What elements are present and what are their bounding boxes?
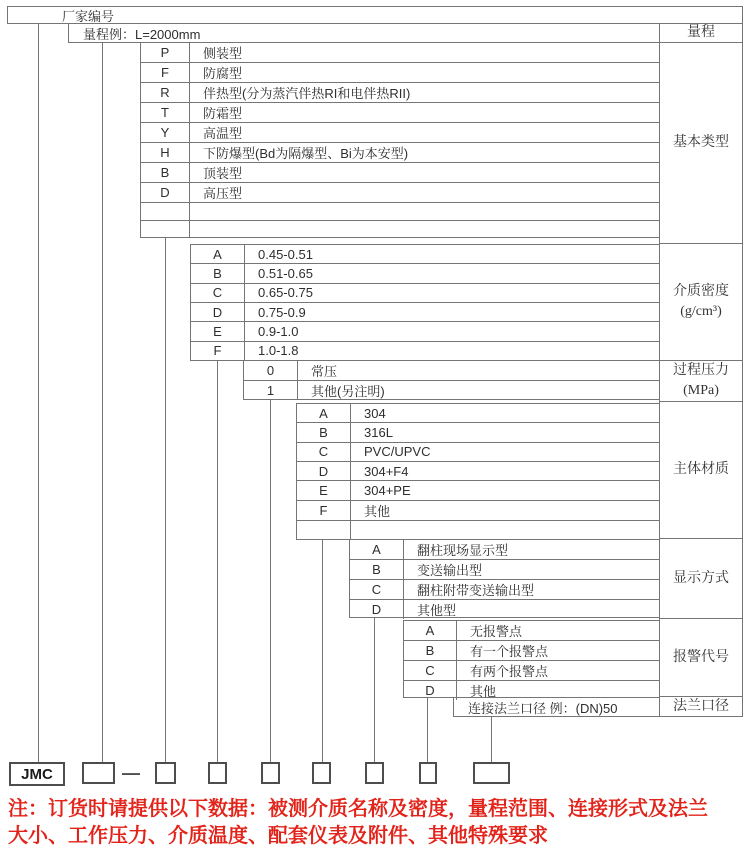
code-cell	[297, 521, 351, 539]
code-cell	[141, 203, 190, 220]
model-prefix-text: JMC	[21, 765, 53, 783]
code-cell: B	[404, 641, 457, 660]
code-box-alarm	[419, 762, 437, 784]
code-cell: A	[350, 540, 404, 559]
desc-cell: 翻柱附带变送输出型	[417, 583, 535, 598]
code-cell: R	[141, 83, 190, 102]
table-row-empty	[141, 221, 659, 238]
code-cell: F	[297, 501, 351, 520]
block-process-pressure	[243, 361, 659, 400]
code-cell: D	[141, 183, 190, 202]
table-row	[141, 63, 659, 83]
desc-cell: 伴热型(分为蒸汽伴热RI和电伴热RII)	[203, 86, 411, 101]
flange-size-row	[453, 698, 659, 717]
desc-cell: 无报警点	[470, 624, 523, 639]
table-row	[191, 284, 659, 303]
connector-line-flange	[491, 717, 492, 762]
desc-cell: 高压型	[203, 186, 243, 201]
table-row	[404, 641, 659, 661]
code-cell: F	[191, 342, 245, 360]
code-box-display	[365, 762, 384, 784]
block-display-mode	[349, 540, 659, 618]
desc-cell: 翻柱现场显示型	[417, 543, 509, 558]
category-label-medium-density: 介质密度 (g/cm³)	[660, 244, 742, 361]
connector-line-display	[374, 618, 375, 762]
desc-cell: 其他型	[417, 603, 457, 618]
desc-cell: 304	[364, 405, 386, 421]
category-label-display-mode: 显示方式	[660, 539, 742, 619]
category-label-process-pressure: 过程压力 (MPa)	[660, 361, 742, 403]
code-cell: C	[191, 284, 245, 302]
desc-cell: 高温型	[203, 126, 243, 141]
desc-cell: 有一个报警点	[470, 644, 549, 659]
block-alarm-code	[403, 620, 659, 698]
table-row	[244, 381, 659, 400]
code-box-pressure	[261, 762, 280, 784]
table-row	[404, 621, 659, 641]
code-box-material	[312, 762, 331, 784]
code-cell: C	[297, 443, 351, 461]
table-row	[350, 580, 659, 600]
desc-cell: 其他	[364, 503, 391, 519]
code-cell: D	[350, 600, 404, 619]
code-cell: D	[191, 303, 245, 321]
category-label-basic-type: 基本类型	[660, 43, 742, 244]
code-cell: C	[350, 580, 404, 599]
manufacturer-label: 厂家编号	[62, 8, 115, 24]
code-cell: P	[141, 43, 190, 62]
model-prefix-box	[9, 762, 65, 786]
table-row	[141, 163, 659, 183]
desc-cell: 0.45-0.51	[258, 246, 313, 262]
desc-cell: 防腐型	[203, 66, 243, 81]
desc-cell: 304+PE	[364, 482, 411, 498]
desc-cell	[190, 221, 659, 238]
range-example-text: 量程例：L=2000mm	[83, 26, 201, 42]
code-cell: A	[297, 404, 351, 422]
code-cell	[141, 221, 190, 238]
table-row	[141, 183, 659, 203]
category-label-alarm-code: 报警代号	[660, 619, 742, 697]
code-cell: T	[141, 103, 190, 122]
code-cell: B	[141, 163, 190, 182]
desc-cell: 防霜型	[203, 106, 243, 121]
table-row	[297, 481, 659, 500]
dash-separator: —	[122, 762, 140, 783]
table-row	[191, 322, 659, 341]
connector-line-alarm	[427, 698, 428, 762]
category-label-body-material: 主体材质	[660, 402, 742, 539]
desc-cell: 变送输出型	[417, 563, 483, 578]
desc-cell: 下防爆型(Bd为隔爆型、Bi为本安型)	[203, 146, 409, 161]
desc-cell: 1.0-1.8	[258, 343, 299, 359]
connector-line-basic-type	[165, 238, 166, 762]
desc-cell: 常压	[311, 364, 338, 379]
code-cell: H	[141, 143, 190, 162]
table-row	[141, 83, 659, 103]
code-box-flange	[473, 762, 510, 784]
code-cell: B	[191, 264, 245, 282]
code-cell: C	[404, 661, 457, 680]
desc-cell: 顶装型	[203, 166, 243, 181]
range-row	[68, 24, 659, 43]
code-cell: D	[297, 462, 351, 480]
code-cell: 1	[244, 381, 298, 400]
connector-line-material	[322, 540, 323, 762]
code-cell: A	[404, 621, 457, 640]
table-row	[141, 103, 659, 123]
code-cell: E	[297, 481, 351, 499]
connector-line-pressure	[270, 400, 271, 762]
desc-cell: 0.9-1.0	[258, 323, 299, 339]
code-box-range	[82, 762, 115, 784]
category-label-column	[659, 24, 743, 717]
table-row	[297, 423, 659, 442]
table-row	[191, 264, 659, 283]
ordering-note-line1: 注：订货时请提供以下数据：被测介质名称及密度，量程范围、连接形式及法兰	[8, 798, 708, 820]
table-row	[141, 123, 659, 143]
code-box-density	[208, 762, 227, 784]
table-row-empty	[297, 521, 659, 539]
table-row	[191, 245, 659, 264]
desc-cell: PVC/UPVC	[364, 444, 431, 460]
table-row	[141, 143, 659, 163]
connector-line-range	[102, 43, 103, 762]
table-row	[350, 560, 659, 580]
code-cell: B	[297, 423, 351, 441]
connector-line-manufacturer	[38, 24, 39, 762]
code-cell: F	[141, 63, 190, 82]
code-box-basic-type	[155, 762, 176, 784]
category-label-range: 量程	[660, 24, 742, 43]
table-row	[350, 540, 659, 560]
block-body-material	[296, 403, 659, 540]
table-row	[297, 404, 659, 423]
table-row	[244, 361, 659, 381]
desc-cell: 侧装型	[203, 46, 243, 61]
desc-cell: 有两个报警点	[470, 664, 549, 679]
manufacturer-row	[7, 6, 743, 24]
table-row	[404, 661, 659, 681]
table-row-empty	[141, 203, 659, 221]
desc-cell: 304+F4	[364, 463, 409, 479]
code-cell: E	[191, 322, 245, 340]
code-cell: Y	[141, 123, 190, 142]
ordering-note-line2: 大小、工作压力、介质温度、配套仪表及附件、其他特殊要求	[8, 825, 548, 845]
block-medium-density	[190, 244, 659, 361]
code-cell: D	[404, 681, 457, 700]
table-row	[297, 462, 659, 481]
connector-line-density	[217, 361, 218, 762]
desc-cell: 其他	[470, 684, 497, 699]
table-row	[141, 43, 659, 63]
category-label-flange-size: 法兰口径	[673, 698, 729, 714]
desc-cell: 0.75-0.9	[258, 304, 306, 320]
table-row	[191, 303, 659, 322]
table-row	[297, 501, 659, 521]
table-row	[191, 342, 659, 360]
desc-cell: 0.65-0.75	[258, 285, 313, 301]
code-cell: A	[191, 245, 245, 263]
block-basic-type	[140, 43, 659, 238]
desc-cell: 0.51-0.65	[258, 265, 313, 281]
flange-size-text: 连接法兰口径 例：(DN)50	[468, 700, 618, 716]
code-cell: B	[350, 560, 404, 579]
table-row	[297, 443, 659, 462]
table-row	[350, 600, 659, 619]
desc-cell: 其他(另注明)	[311, 384, 385, 399]
code-cell: 0	[244, 361, 298, 380]
desc-cell	[351, 521, 659, 539]
desc-cell: 316L	[364, 424, 393, 440]
desc-cell	[190, 203, 659, 220]
